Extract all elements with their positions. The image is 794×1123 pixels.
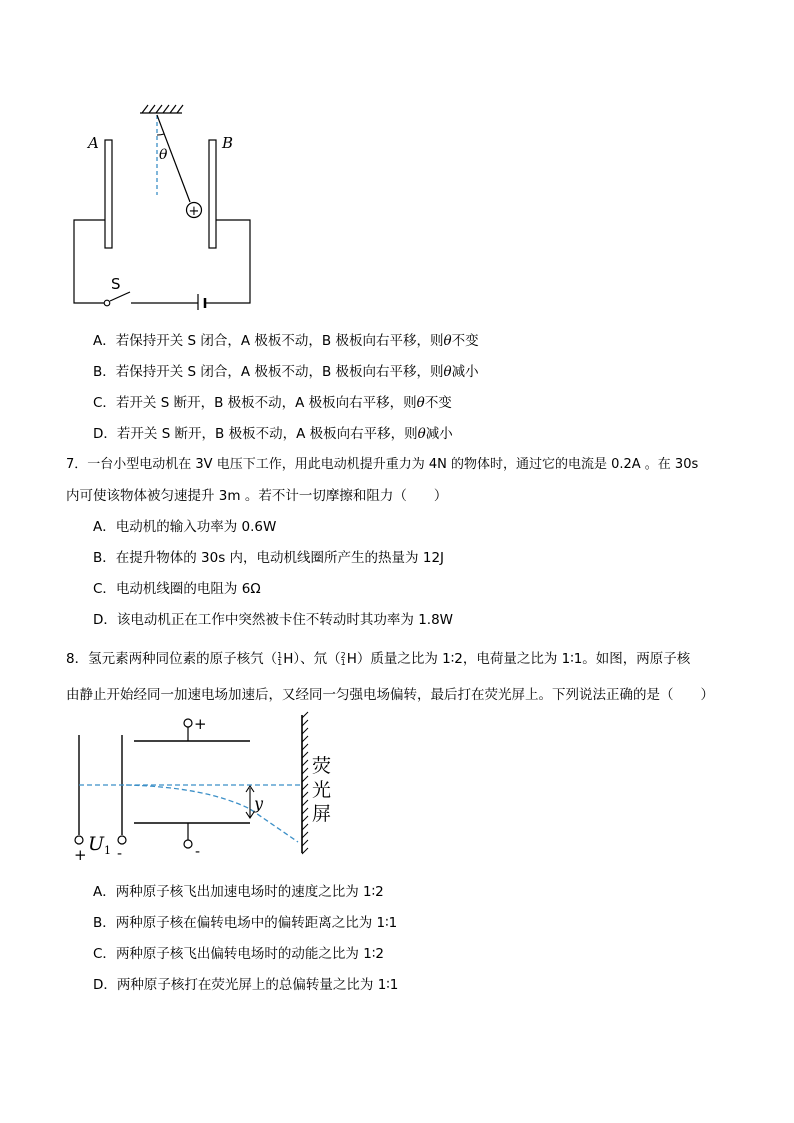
isotope-1-prefix [277, 652, 282, 666]
screen-hatch [302, 712, 308, 854]
q8-stem-line-1 [66, 650, 690, 668]
option-text: 电动机线圈的电阻为 6Ω [115, 581, 261, 597]
option-text: 若开关 S 断开，B 极板不动，A 极板向右平移，则 [116, 426, 418, 442]
trajectory-dashed [126, 785, 298, 842]
y-arrow [246, 786, 254, 818]
terminal-bottom [184, 840, 192, 848]
option-letter: C． [93, 581, 116, 597]
angle-arc [157, 134, 164, 135]
isotope-symbol: H [283, 651, 294, 667]
switch [104, 292, 130, 306]
q7-stem-line-2: 内可使该物体被匀速提升 3m 。若不计一切摩擦和阻力（ ） [66, 488, 448, 504]
q8-option-c [93, 945, 384, 963]
option-text: 两种原子核在偏转电场中的偏转距离之比为 1∶1 [115, 915, 398, 931]
label-switch: S [111, 275, 121, 293]
option-text: 该电动机正在工作中突然被卡住不转动时其功率为 1.8W [116, 612, 454, 628]
q7-option-c [93, 580, 261, 598]
ceiling-hatch [140, 105, 183, 113]
option-letter: A． [93, 884, 116, 900]
circuit-wires [74, 220, 250, 303]
isotope-2-prefix [341, 652, 346, 666]
stem-text: 8．氢元素两种同位素的原子核氕（ [66, 651, 278, 667]
screen-label-3: 屏 [312, 803, 332, 825]
battery [198, 294, 210, 310]
q8-option-a [93, 883, 384, 901]
stem-text: ）、氘（ [293, 651, 341, 667]
option-text: 若保持开关 S 闭合，A 极板不动，B 极板向右平移，则 [115, 333, 444, 349]
minus-sign-left: - [117, 846, 123, 862]
option-text-end: 减小 [425, 426, 453, 442]
option-letter: D． [93, 977, 117, 993]
plate-a [105, 140, 112, 248]
option-text: 两种原子核飞出偏转电场时的动能之比为 1∶2 [115, 946, 384, 962]
q6-option-c [93, 394, 452, 412]
isotope-mass-number: 1 [277, 651, 283, 660]
option-text-end: 不变 [424, 395, 452, 411]
q8-option-b [93, 914, 397, 932]
theta-symbol: θ [443, 364, 452, 380]
plus-sign-top: + [194, 715, 207, 733]
option-letter: A． [93, 519, 116, 535]
terminal-left-plus [75, 836, 83, 844]
option-letter: C． [93, 946, 116, 962]
stem-text: ）质量之比为 1∶2，电荷量之比为 1∶1。如图，两原子核 [356, 651, 691, 667]
option-text: 若开关 S 断开，B 极板不动，A 极板向右平移，则 [115, 395, 417, 411]
screen-label-2: 光 [312, 779, 332, 801]
theta-symbol: θ [417, 426, 426, 442]
q7-option-d [93, 611, 453, 629]
q6-option-d [93, 425, 453, 443]
option-text: 两种原子核飞出加速电场时的速度之比为 1∶2 [115, 884, 384, 900]
option-text: 电动机的输入功率为 0.6W [115, 519, 277, 535]
option-text: 在提升物体的 30s 内，电动机线圈所产生的热量为 12J [115, 550, 445, 566]
figure-capacitor-pendulum [60, 100, 280, 310]
label-theta: θ [159, 147, 168, 163]
option-letter: D． [93, 612, 117, 628]
q7-stem-line-1: 7．一台小型电动机在 3V 电压下工作，用此电动机提升重力为 4N 的物体时，通过它的电流是 0.2A 。在 30s [66, 457, 699, 472]
option-letter: C． [93, 395, 116, 411]
isotope-atomic-number: 1 [340, 658, 346, 667]
plus-sign-left: + [74, 846, 87, 864]
option-text-end: 不变 [451, 333, 479, 349]
q7-option-b [93, 549, 444, 567]
terminal-left-minus [118, 836, 126, 844]
option-letter: B． [93, 915, 116, 931]
label-a: A [88, 134, 99, 152]
isotope-atomic-number: 1 [277, 658, 283, 667]
option-letter: D． [93, 426, 117, 442]
option-text-end: 减小 [451, 364, 479, 380]
minus-sign-bottom: - [195, 844, 201, 860]
option-text: 若保持开关 S 闭合，A 极板不动，B 极板向右平移，则 [115, 364, 444, 380]
option-letter: B． [93, 550, 116, 566]
label-b: B [222, 134, 234, 152]
q6-option-b [93, 363, 479, 381]
option-letter: B． [93, 364, 116, 380]
theta-symbol: θ [416, 395, 425, 411]
theta-symbol: θ [443, 333, 452, 349]
charge-symbol: + [188, 204, 200, 219]
q6-option-a [93, 332, 479, 350]
figure-deflection [66, 710, 356, 870]
q8-stem-line-2: 由静止开始经同一加速电场加速后，又经同一匀强电场偏转，最后打在荧光屏上。下列说法正确的是（ ） [66, 687, 714, 703]
q8-option-d [93, 976, 398, 994]
y-label: y [254, 794, 264, 813]
isotope-symbol: H [346, 651, 357, 667]
terminal-top [184, 719, 192, 727]
screen-label-1: 荧 [312, 755, 332, 777]
plate-b [209, 140, 216, 248]
option-text: 两种原子核打在荧光屏上的总偏转量之比为 1∶1 [116, 977, 399, 993]
isotope-mass-number: 2 [340, 651, 346, 660]
option-letter: A． [93, 333, 116, 349]
u1-label: $U_1$ [88, 833, 112, 857]
q7-option-a [93, 518, 276, 536]
